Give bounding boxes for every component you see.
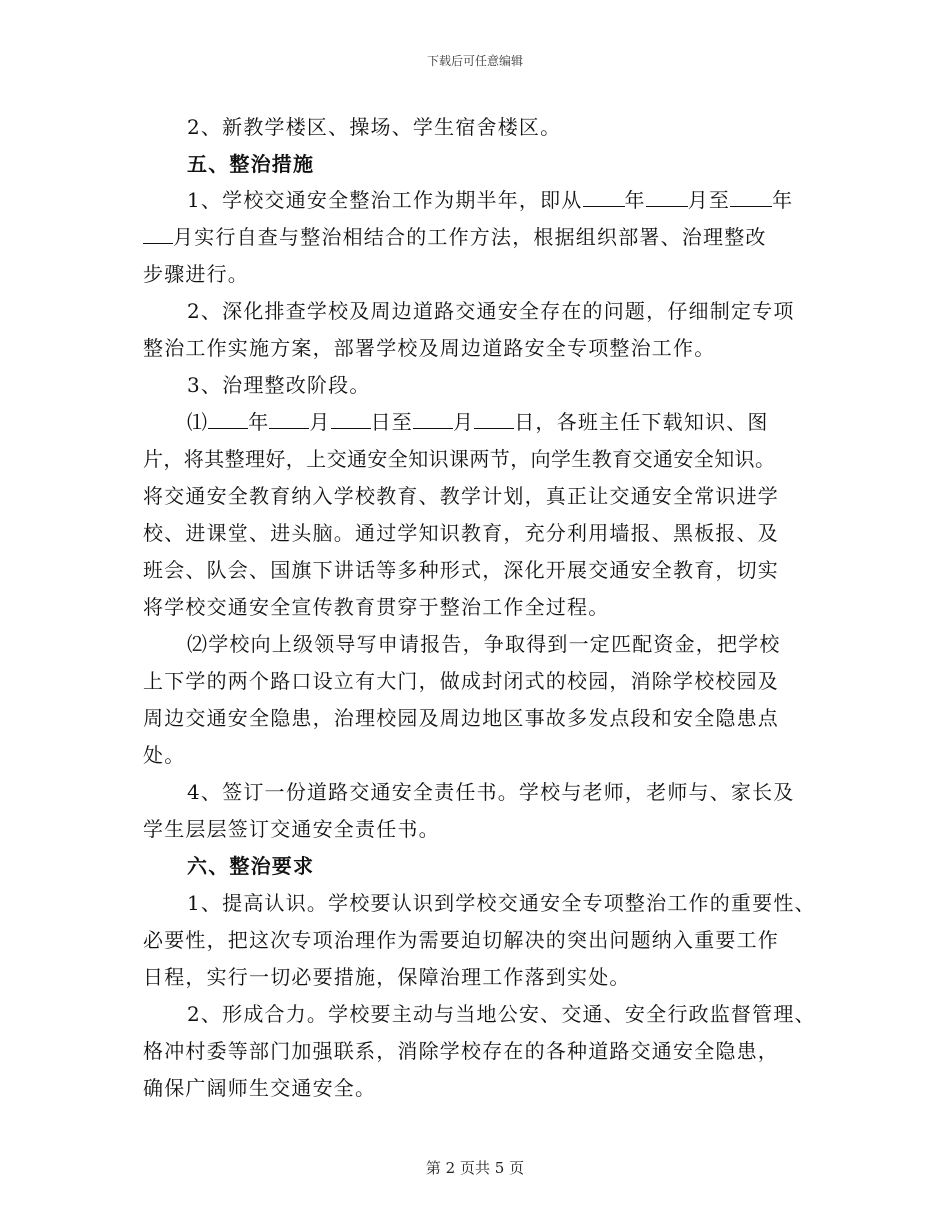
body-line: 将交通安全教育纳入学校教育、教学计划，真正让交通安全常识进学: [143, 484, 779, 508]
section-heading: 五、整治措施: [187, 152, 315, 176]
body-line: [187, 188, 793, 212]
body-line: 校、进课堂、进头脑。通过学知识教育，充分利用墙报、黑板报、及: [143, 521, 779, 545]
body-line: 1、提高认识。学校要认识到学校交通安全专项整治工作的重要性、: [187, 891, 816, 915]
body-line: 必要性，把这次专项治理作为需要迫切解决的突出问题纳入重要工作: [143, 928, 779, 952]
page-footer: 第 2 页共 5 页: [425, 1159, 525, 1177]
body-line: 周边交通安全隐患，治理校园及周边地区事故多发点段和安全隐患点: [143, 706, 779, 730]
body-line: 3、治理整改阶段。: [187, 373, 371, 397]
body-line: 2、深化排查学校及周边道路交通安全存在的问题，仔细制定专项: [187, 299, 795, 323]
body-line: 4、签订一份道路交通安全责任书。学校与老师，老师与、家长及: [187, 780, 795, 804]
body-line: 2、新教学楼区、操场、学生宿舍楼区。: [187, 115, 562, 139]
text-run: 日至: [370, 410, 414, 434]
body-line: 2、形成合力。学校要主动与当地公安、交通、安全行政监督管理、: [187, 1002, 816, 1026]
body-line: 班会、队会、国旗下讲话等多种形式，深化开展交通安全教育，切实: [143, 558, 779, 582]
text-run: 月至: [687, 188, 731, 212]
body-line: 片，将其整理好，上交通安全知识课两节，向学生教育交通安全知识。: [143, 447, 776, 471]
body-line: [143, 225, 767, 249]
page-header: 下载后可任意编辑: [426, 54, 523, 68]
text-run: 年: [248, 410, 270, 434]
body-line: 上下学的两个路口设立有大门，做成封闭式的校园，消除学校校园及: [143, 669, 779, 693]
fill-blank: [413, 410, 453, 429]
text-run: 年: [624, 188, 646, 212]
text-run: 月: [309, 410, 331, 434]
body-line: 学生层层签订交通安全责任书。: [143, 817, 440, 841]
fill-blank: [474, 410, 514, 429]
body-line: 格冲村委等部门加强联系，消除学校存在的各种道路交通安全隐患，: [143, 1039, 779, 1063]
body-line: 步骤进行。: [143, 262, 249, 286]
text-run: 日，各班主任下载知识、图: [514, 410, 769, 434]
fill-blank: [646, 188, 688, 207]
body-line: ⑵学校向上级领导写申请报告，争取得到一定匹配资金，把学校: [187, 632, 781, 656]
body-line: 处。: [143, 743, 186, 767]
text-run: ⑴: [187, 410, 209, 434]
text-run: 年: [772, 188, 794, 212]
text-run: 1、学校交通安全整治工作为期半年，即从: [187, 188, 583, 212]
fill-blank: [730, 188, 772, 207]
fill-blank: [208, 410, 248, 429]
fill-blank: [143, 225, 173, 244]
body-line: 整治工作实施方案，部署学校及周边道路安全专项整治工作。: [143, 336, 716, 360]
body-line: 日程，实行一切必要措施，保障治理工作落到实处。: [143, 965, 631, 989]
body-line: [187, 410, 769, 434]
body-line: 确保广阔师生交通安全。: [143, 1076, 377, 1100]
text-run: 月: [453, 410, 475, 434]
text-run: 月实行自查与整治相结合的工作方法，根据组织部署、治理整改: [173, 225, 767, 249]
section-heading: 六、整治要求: [187, 854, 315, 878]
fill-blank: [331, 410, 371, 429]
fill-blank: [269, 410, 309, 429]
fill-blank: [583, 188, 625, 207]
body-line: 将学校交通安全宣传教育贯穿于整治工作全过程。: [143, 595, 610, 619]
